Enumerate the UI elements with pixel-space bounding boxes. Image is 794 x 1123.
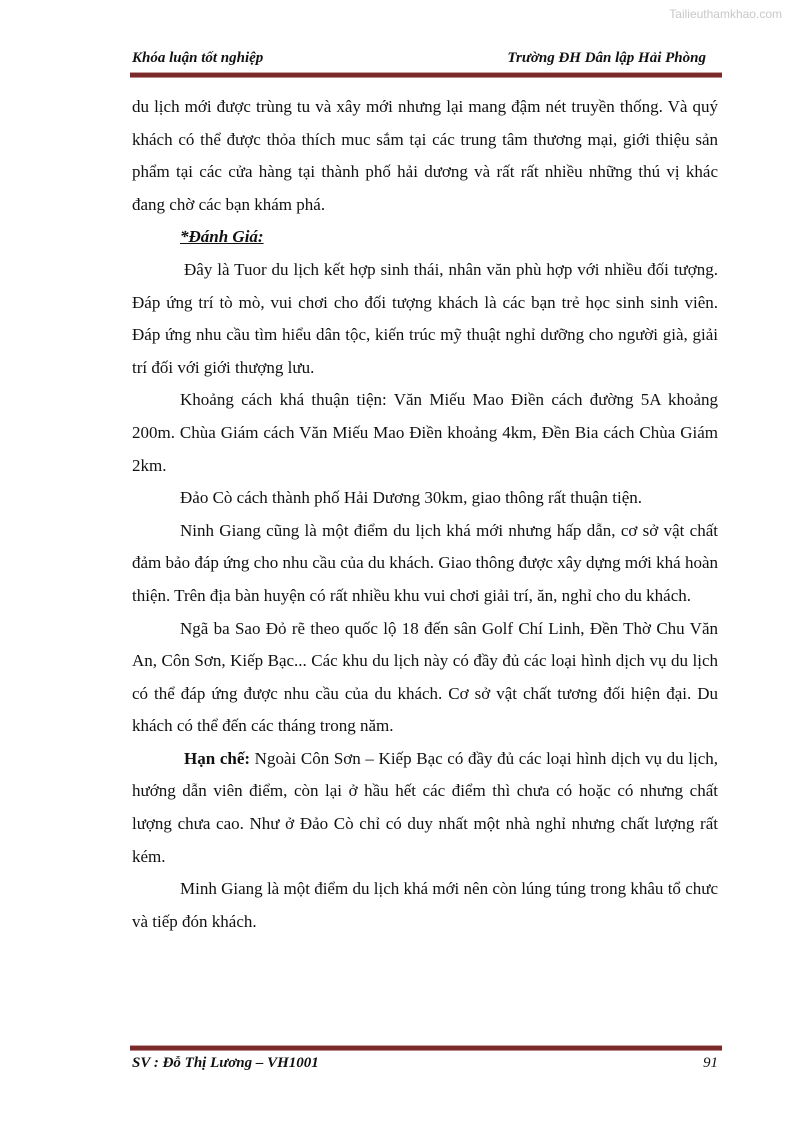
footer-divider	[130, 1045, 722, 1051]
paragraph: Ngã ba Sao Đỏ rẽ theo quốc lộ 18 đến sân Golf Chí Linh, Đền Thờ Chu Văn An, Côn Sơn, Kiếp Bạc... Các khu du lịch này có đầy đủ các loại hình dịch vụ du lịch có thể đáp ứng được nhu cầu của du khách. Cơ sở vật chất tương đối hiện đại. Du khách có thể đến các tháng trong năm.	[132, 618, 718, 736]
header-thesis-title: Khóa luận tốt nghiệp	[132, 50, 264, 66]
limitations-label: Hạn chế:	[184, 748, 251, 768]
limitations-text: Ngoài Côn Sơn – Kiếp Bạc có đầy đủ các loại hình dịch vụ du lịch, hướng dẫn viên điểm, còn lại ở hầu hết các điểm thì chưa có hoặc có nhưng chất lượng chưa cao. Như ở Đảo Cò chỉ có duy nhất một nhà nghỉ nhưng chất lượng rất kém.	[132, 748, 718, 866]
watermark: Tailieuthamkhao.com	[669, 7, 782, 21]
paragraph: Đây là Tuor du lịch kết hợp sinh thái, nhân văn phù hợp với nhiều đối tượng. Đáp ứng trí tò mò, vui chơi cho đối tượng khách là các bạn trẻ học sinh sinh viên. Đáp ứng nhu cầu tìm hiểu dân tộc, kiến trúc mỹ thuật nghỉ dưỡng cho người già, giải trí đối với giới thượng lưu.	[132, 259, 718, 377]
section-heading: *Đánh Giá:	[180, 227, 264, 247]
page-header	[132, 50, 722, 70]
header-university: Trường ĐH Dân lập Hải Phòng	[507, 50, 706, 66]
header-divider	[130, 72, 722, 78]
paragraph: Ninh Giang cũng là một điểm du lịch khá mới nhưng hấp dẫn, cơ sở vật chất đảm bảo đáp ứng cho nhu cầu của du khách. Giao thông được xây dựng mới khá hoàn thiện. Trên địa bàn huyện có rất nhiều khu vui chơi giải trí, ăn, nghỉ cho du khách.	[132, 520, 718, 605]
page-number: 91	[703, 1055, 718, 1071]
paragraph-limitations	[132, 743, 718, 873]
paragraph: Minh Giang là một điểm du lịch khá mới nên còn lúng túng trong khâu tổ chưc và tiếp đón khách.	[132, 879, 718, 931]
page-body	[132, 91, 718, 938]
footer-student: SV : Đỗ Thị Lương – VH1001	[132, 1055, 319, 1071]
paragraph: Khoảng cách khá thuận tiện: Văn Miếu Mao Điền cách đường 5A khoảng 200m. Chùa Giám cách Văn Miếu Mao Điền khoảng 4km, Đền Bia cách Chùa Giám 2km.	[132, 390, 718, 475]
paragraph: du lịch mới được trùng tu và xây mới nhưng lại mang đậm nét truyền thống. Và quý khách có thể được thỏa thích muc sắm tại các trung tâm thương mại, giới thiệu sản phẩm tại các cửa hàng tại thành phố hải dương và rất rất nhiều những thú vị khác đang chờ các bạn khám phá.	[132, 97, 718, 214]
paragraph: Đảo Cò cách thành phố Hải Dương 30km, giao thông rất thuận tiện.	[180, 488, 642, 508]
